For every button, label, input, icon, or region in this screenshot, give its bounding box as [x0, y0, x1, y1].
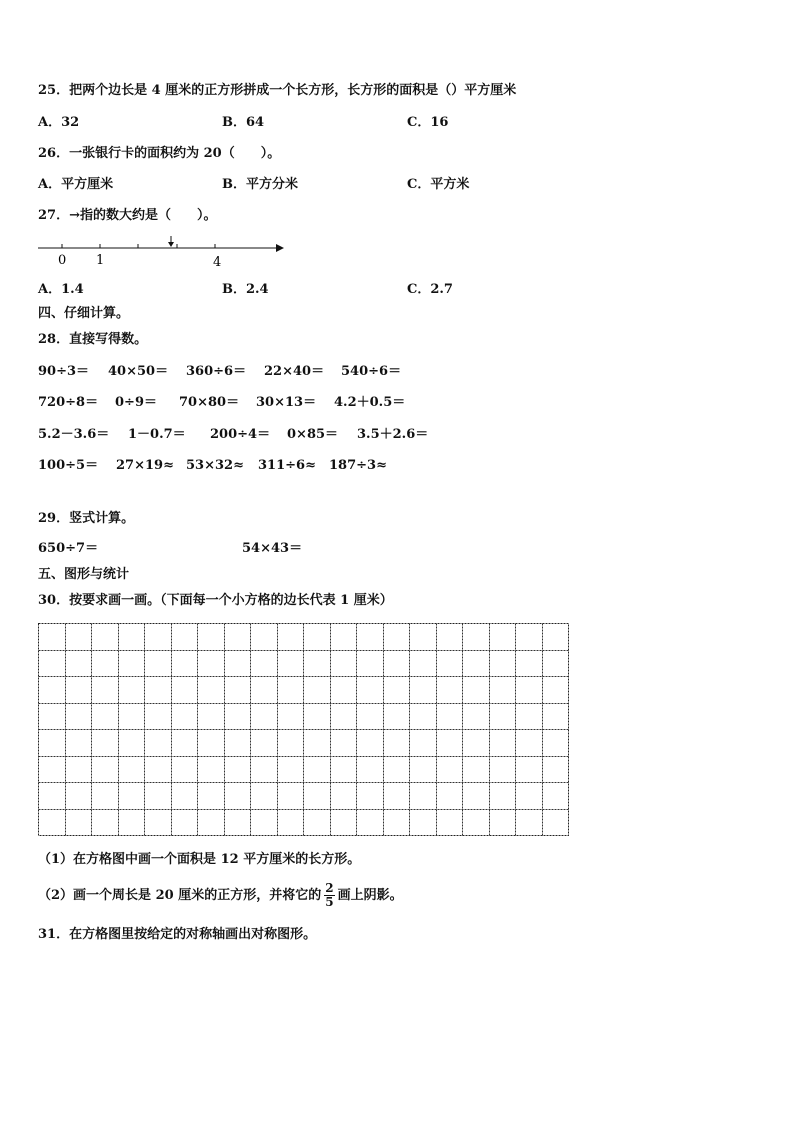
vertical-calc-item: 650÷7＝ — [38, 541, 99, 556]
number-line-label-4: 4 — [213, 255, 222, 270]
calc-item: 200÷4＝ — [210, 427, 271, 442]
question-26-stem: 26．一张银行卡的面积约为 20（ ）。 — [38, 146, 281, 161]
q27-option-c: C．2.7 — [407, 282, 453, 297]
number-line-figure — [38, 234, 288, 274]
calc-item: 4.2＋0.5＝ — [334, 395, 406, 410]
calc-item: 5.2－3.6＝ — [38, 427, 110, 442]
calc-item: 360÷6＝ — [186, 364, 247, 379]
calc-item: 100÷5＝ — [38, 458, 99, 473]
question-28-stem: 28．直接写得数。 — [38, 332, 148, 347]
calc-item: 22×40＝ — [264, 364, 325, 379]
calc-item: 540÷6＝ — [341, 364, 402, 379]
calc-item: 720÷8＝ — [38, 395, 99, 410]
pointer-arrow-head — [168, 242, 174, 247]
fraction-denominator: 5 — [325, 895, 334, 909]
section-4-title: 四、仔细计算。 — [38, 306, 130, 321]
calc-item: 1－0.7＝ — [128, 427, 186, 442]
calc-item: 70×80＝ — [179, 395, 240, 410]
number-line-arrowhead — [276, 244, 284, 252]
question-27-stem: 27．→指的数大约是（ ）。 — [38, 208, 217, 223]
calc-item: 90÷3＝ — [38, 364, 90, 379]
q30-sub2-text-before: （2）画一个周长是 20 厘米的正方形，并将它的 — [38, 888, 322, 903]
section-5-title: 五、图形与统计 — [38, 567, 130, 582]
q30-sub-question-1: （1）在方格图中画一个面积是 12 平方厘米的长方形。 — [38, 852, 361, 867]
q30-sub-question-2 — [38, 879, 403, 913]
drawing-grid[interactable] — [38, 623, 569, 836]
calc-item: 30×13＝ — [256, 395, 317, 410]
q26-option-a: A．平方厘米 — [38, 177, 114, 192]
q25-option-b: B．64 — [222, 115, 265, 130]
fraction-two-fifths — [324, 882, 334, 909]
q25-option-c: C．16 — [407, 115, 449, 130]
calc-item: 187÷3≈ — [329, 458, 387, 473]
number-line-label-0: 0 — [58, 253, 67, 268]
question-29-stem: 29．竖式计算。 — [38, 511, 135, 526]
q26-option-b: B．平方分米 — [222, 177, 298, 192]
q30-sub2-text-after: 画上阴影。 — [337, 888, 403, 903]
vertical-calc-item: 54×43＝ — [242, 541, 303, 556]
question-30-stem: 30．按要求画一画。（下面每一个小方格的边长代表 1 厘米） — [38, 593, 393, 608]
q27-option-b: B．2.4 — [222, 282, 269, 297]
calc-item: 311÷6≈ — [258, 458, 316, 473]
calc-item: 27×19≈ — [116, 458, 174, 473]
q27-option-a: A．1.4 — [38, 282, 84, 297]
calc-item: 0÷9＝ — [115, 395, 157, 410]
q25-option-a: A．32 — [38, 115, 80, 130]
calc-item: 40×50＝ — [108, 364, 169, 379]
question-25-stem: 25．把两个边长是 4 厘米的正方形拼成一个长方形，长方形的面积是（）平方厘米 — [38, 83, 517, 98]
question-31-stem: 31．在方格图里按给定的对称轴画出对称图形。 — [38, 927, 317, 942]
number-line-label-1: 1 — [96, 253, 105, 268]
calc-item: 3.5＋2.6＝ — [357, 427, 429, 442]
q26-option-c: C．平方米 — [407, 177, 470, 192]
calc-item: 53×32≈ — [186, 458, 244, 473]
fraction-numerator: 2 — [325, 881, 334, 895]
calc-item: 0×85＝ — [287, 427, 339, 442]
